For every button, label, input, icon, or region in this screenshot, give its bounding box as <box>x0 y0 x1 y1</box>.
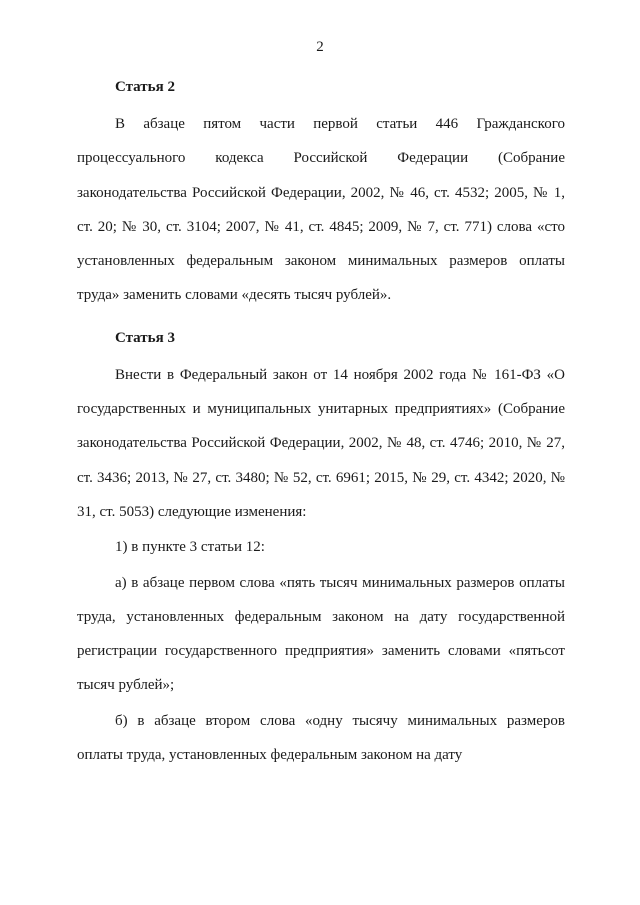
page-number: 2 <box>316 39 324 55</box>
article-3-intro-paragraph: Внести в Федеральный закон от 14 ноября 2002 года № 161-ФЗ «О государственных и муниципальных унитарных предприятиях» (Собрание законодательства Российской Федерации, 2002, № 48, ст. 4746; 2010, № 27, ст. 3436; 2013, № 27, ст. 3480; № 52, ст. 6961; 2015, № 29, ст. 4342; 2020, № 31, ст. 5053) следующие изменения: <box>77 366 565 520</box>
article-3-subitem-a: а) в абзаце первом слова «пять тысяч минимальных размеров оплаты труда, установленных федеральным законом на дату государственной регистрации государственного предприятия» заменить словами «пятьсот тысяч рублей»; <box>77 574 565 694</box>
article-3-item-1: 1) в пункте 3 статьи 12: <box>115 539 265 556</box>
article-3-subitem-b: б) в абзаце втором слова «одну тысячу минимальных размеров оплаты труда, установленных федеральным законом на дату <box>77 712 565 764</box>
article-2-heading: Статья 2 <box>115 79 175 95</box>
article-2-paragraph: В абзаце пятом части первой статьи 446 Гражданского процессуального кодекса Российской Федерации (Собрание законодательства Российской Федерации, 2002, № 46, ст. 4532; 2005, № 1, ст. 20; № 30, ст. 3104; 2007, № 41, ст. 4845; 2009, № 7, ст. 771) слова «сто установленных федеральным законом минимальных размеров оплаты труда» заменить словами «десять тысяч рублей». <box>77 116 565 304</box>
document-body <box>77 70 565 772</box>
article-3-heading: Статья 3 <box>115 329 175 346</box>
